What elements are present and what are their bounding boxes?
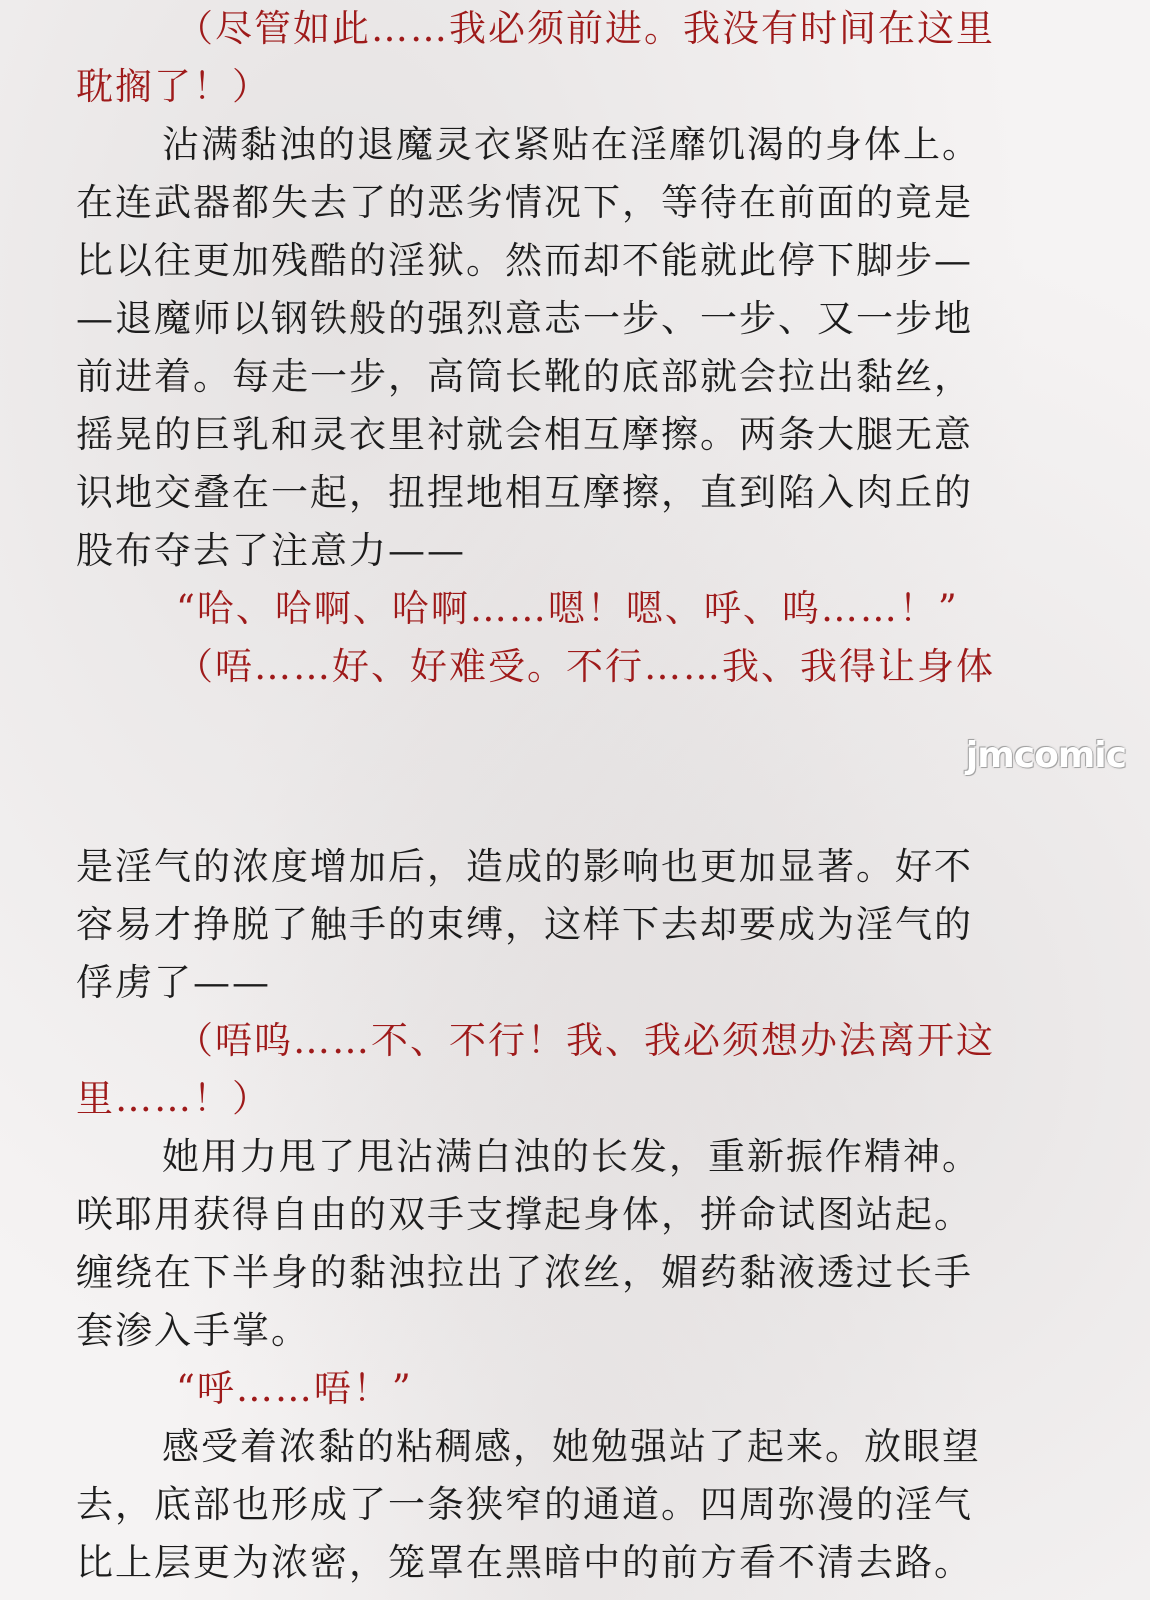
paragraph-line: 俘虏了—— [76, 961, 271, 1004]
paragraph-line: 识地交叠在一起，扭捏地相互摩擦，直到陷入肉丘的 [76, 471, 973, 514]
paragraph-line: 沾满黏浊的退魔灵衣紧贴在淫靡饥渴的身体上。 [162, 123, 981, 166]
watermark-logo: jmcomic [965, 735, 1126, 776]
paragraph-line: 容易才挣脱了触手的束缚，这样下去却要成为淫气的 [76, 903, 973, 946]
dialogue-line: “呼……唔！” [176, 1367, 413, 1410]
paragraph-line: 她用力甩了甩沾满白浊的长发，重新振作精神。 [162, 1135, 981, 1178]
dialogue-line: （尽管如此……我必须前进。我没有时间在这里 [176, 7, 995, 50]
paragraph-line: 比以往更加残酷的淫狱。然而却不能就此停下脚步— [76, 239, 973, 282]
paragraph-line: 前进着。每走一步，高筒长靴的底部就会拉出黏丝， [76, 355, 973, 398]
paragraph-line: —退魔师以钢铁般的强烈意志一步、一步、又一步地 [76, 297, 973, 340]
paragraph-line: 比上层更为浓密，笼罩在黑暗中的前方看不清去路。 [76, 1541, 973, 1584]
paragraph-line: 咲耶用获得自由的双手支撑起身体，拼命试图站起。 [76, 1193, 973, 1236]
dialogue-line: 耽搁了！） [76, 65, 271, 108]
paragraph-line: 去，底部也形成了一条狭窄的通道。四周弥漫的淫气 [76, 1483, 973, 1526]
text-block-bottom [76, 838, 1066, 1592]
dialogue-line: “哈、哈啊、哈啊……嗯！嗯、呼、呜……！” [176, 587, 959, 630]
paragraph-line: 感受着浓黏的粘稠感，她勉强站了起来。放眼望 [162, 1425, 981, 1468]
paragraph-line: 套渗入手掌。 [76, 1309, 310, 1352]
paragraph-line: 在连武器都失去了的恶劣情况下，等待在前面的竟是 [76, 181, 973, 224]
dialogue-line: 里……！） [76, 1077, 271, 1120]
paragraph-line: 摇晃的巨乳和灵衣里衬就会相互摩擦。两条大腿无意 [76, 413, 973, 456]
paragraph-line: 是淫气的浓度增加后，造成的影响也更加显著。好不 [76, 845, 973, 888]
dialogue-line: （唔呜……不、不行！我、我必须想办法离开这 [176, 1019, 995, 1062]
paragraph-line: 缠绕在下半身的黏浊拉出了浓丝，媚药黏液透过长手 [76, 1251, 973, 1294]
text-block-top [76, 0, 1066, 696]
dialogue-line: （唔……好、好难受。不行……我、我得让身体 [176, 645, 995, 688]
paragraph-line: 股布夺去了注意力—— [76, 529, 466, 572]
